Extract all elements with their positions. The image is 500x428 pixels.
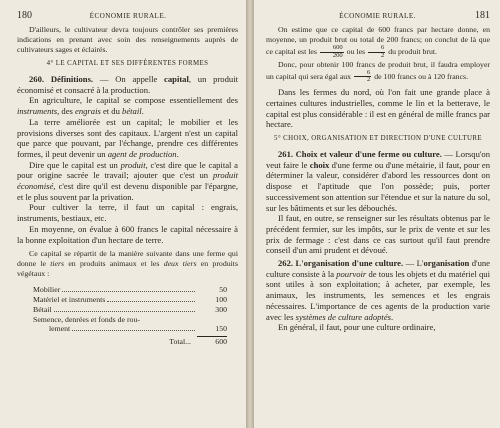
fraction-denominator: 2	[367, 76, 371, 84]
book-gutter	[246, 0, 254, 428]
text-span: du produit brut.	[386, 47, 438, 57]
running-title-left: ÉCONOMIE RURALE.	[89, 12, 167, 20]
text-span: en produits animaux et les	[64, 259, 164, 269]
text-span: Dire que le capital est un	[29, 159, 121, 170]
text-span: et du	[100, 106, 123, 117]
paragraph-average-capital: En moyenne, on évalue à 600 francs le capital nécessaire à la bonne exploitation d'un hectare de terre.	[17, 223, 238, 245]
text-span: — L'	[403, 258, 424, 269]
page-number-left: 180	[17, 10, 32, 21]
fraction-denominator: 2	[381, 51, 385, 59]
text-span: , c'est dire que le capital a pour origine sacrée le travail; ajouter que c'est un	[17, 159, 238, 181]
text-span: On estime que ce capital de 600 francs par hectare donne, en moyenne, un produit brut ou total de 200 francs; on conclut de là que ce capital est les	[266, 25, 490, 57]
leader-dots	[62, 285, 195, 292]
text-span: d'une culture consiste à la	[266, 258, 490, 279]
section-title-261: Choix et valeur d'une ferme ou culture.	[295, 149, 442, 159]
term-organisation: organisation	[423, 258, 470, 269]
section-number-262: 262.	[278, 258, 294, 269]
term-systemes-culture: systèmes de culture adoptés	[295, 311, 391, 322]
term-produit: produit	[120, 159, 146, 170]
table-row	[27, 315, 227, 325]
paragraph-inquire: Il faut, en outre, se renseigner sur les résultats obtenus par le précédent fermier, sur les impôts, sur le prix de vente et sur les prix de fermage : c'est dans ce cas surtout qu'il faut prendre conseil d'un ami prudent et dévoué.	[266, 213, 490, 256]
text-span: Ce capital se répartit de la manière suivante dans une ferme qui donne le	[17, 249, 238, 269]
row-label: Matériel et instruments	[33, 295, 106, 305]
text-span: ou les	[344, 47, 368, 57]
text-span: .	[141, 106, 144, 117]
fraction-600-200	[320, 45, 344, 60]
paragraph-capital-product	[17, 160, 238, 203]
table-row	[27, 324, 227, 334]
text-span: en produits végétaux :	[17, 259, 238, 279]
paragraph-260	[17, 74, 238, 95]
leader-dots	[107, 295, 195, 302]
paragraph-capital-ratio	[266, 25, 490, 60]
row-label: lement	[49, 324, 71, 334]
term-produit-economise: produit économisé	[17, 170, 238, 192]
term-pourvoir: pourvoir	[336, 268, 367, 279]
section-number-260: 260.	[29, 74, 45, 84]
leader-dots	[72, 324, 195, 331]
row-value: 300	[215, 304, 227, 314]
page-number-right: 181	[475, 10, 490, 21]
text-span: En agriculture, le capital se compose essentiellement des	[29, 95, 238, 106]
section-title-260: Définitions.	[50, 74, 94, 84]
capital-breakdown-table	[27, 285, 227, 347]
row-label: Semence, denrées et fonds de rou-	[33, 314, 140, 324]
table-row	[27, 305, 227, 315]
row-value: 50	[219, 285, 227, 295]
left-page	[0, 0, 246, 428]
text-span: , un produit économisé et consacré à la production.	[17, 74, 238, 95]
right-page	[254, 0, 500, 428]
section-heading-choice: 5° CHOIX, ORGANISATION ET DIRECTION D'UNE CULTURE	[274, 135, 482, 142]
running-header-left	[17, 10, 238, 21]
text-span: .	[176, 148, 179, 159]
total-value: 600	[215, 337, 227, 347]
term-deux-tiers: deux tiers	[163, 259, 197, 269]
row-label: Bétail	[33, 304, 52, 314]
term-agent-production: agent de production	[107, 148, 177, 159]
row-value: 100	[215, 295, 227, 305]
term-choix: choix	[309, 159, 330, 170]
paragraph-capital-composition	[17, 95, 238, 116]
text-span: — On appelle	[93, 74, 165, 84]
row-label: Mobilier	[33, 285, 61, 295]
term-instruments: instruments	[17, 106, 58, 117]
section-number-261: 261.	[278, 149, 294, 159]
paragraph-distribution	[17, 249, 238, 279]
table-total-row	[27, 337, 227, 347]
text-span: d'une ferme ou d'une métairie, il faut, pour en déterminer la valeur, considérer d'abord les ressources dont on dispose et l'aptitude que l'on possède; puis, porter successivement son attention sur l'étendue et sur la nature du sol, sur les bâtiments et sur les débouchés.	[266, 159, 490, 213]
text-span: — Lorsqu'on veut faire le	[266, 149, 491, 170]
fraction-numerator: 6	[354, 70, 371, 78]
intro-paragraph: D'ailleurs, le cultivateur devra toujours contrôler ses premières indications en prenant avec soin des renseignements auprès de cultivateurs sages et éclairés.	[17, 25, 238, 54]
text-span: Donc, pour obtenir 100 francs de produit brut, il faudra employer un capital qui sera égal aux	[266, 59, 490, 81]
section-heading-capital: 4° LE CAPITAL ET SES DIFFÉRENTES FORMES	[46, 60, 209, 67]
paragraph-land-capital	[17, 117, 238, 160]
leader-dots	[54, 305, 195, 312]
table-row	[27, 295, 227, 305]
total-label: Total...	[169, 337, 191, 347]
running-header-right	[266, 10, 490, 21]
text-span: La terre améliorée est un capital; le mobilier et les provisions diverses sont des capitaux. L'argent n'est un capital que parce que pouvant, par l'échange, prendre ces différentes formes, il peut devenir un	[17, 116, 238, 159]
paragraph-general: En général, il faut, pour une culture ordinaire,	[278, 322, 436, 333]
text-span: de tous les objets et du matériel qui sont utiles à son exploitation; à acheter, par exemple, les animaux, les instruments, les semences et les engrais nécessaires. L'importance de ces agents de la production varie avec les	[266, 268, 490, 322]
fraction-6-2-second	[354, 70, 371, 85]
paragraph-cultivate: Pour cultiver la terre, il faut un capital : engrais, instruments, bestiaux, etc.	[17, 202, 238, 224]
table-row	[27, 285, 227, 295]
section-title-262: L'organisation d'une culture.	[295, 258, 404, 269]
term-tiers: tiers	[50, 259, 65, 269]
fraction-denominator: 200	[332, 51, 343, 59]
paragraph-261	[266, 149, 490, 213]
paragraph-northern-farms: Dans les fermes du nord, où l'on fait une grande place à certaines cultures industrielles, comme le lin et la betterave, le capital est plus considérable : il est en général de mille francs par hectare.	[266, 87, 490, 130]
fraction-6-2	[368, 45, 385, 60]
paragraph-262	[266, 258, 490, 322]
text-span: de 100 francs ou à 120 francs.	[372, 71, 469, 81]
term-capital: capital	[164, 74, 189, 84]
text-span: , c'est dire qu'il est devenu disponible par l'épargne, et le plus souvent par la privation.	[17, 181, 238, 202]
term-engrais: engrais	[75, 106, 101, 117]
text-span: , des	[57, 106, 76, 117]
text-span: .	[390, 311, 394, 322]
paragraph-gross-product	[266, 60, 490, 85]
term-betail: bétail	[122, 106, 142, 117]
fraction-numerator: 600	[320, 45, 344, 53]
running-title-right: ÉCONOMIE RURALE.	[339, 12, 416, 20]
row-value: 150	[215, 324, 227, 334]
fraction-numerator: 6	[368, 45, 385, 53]
